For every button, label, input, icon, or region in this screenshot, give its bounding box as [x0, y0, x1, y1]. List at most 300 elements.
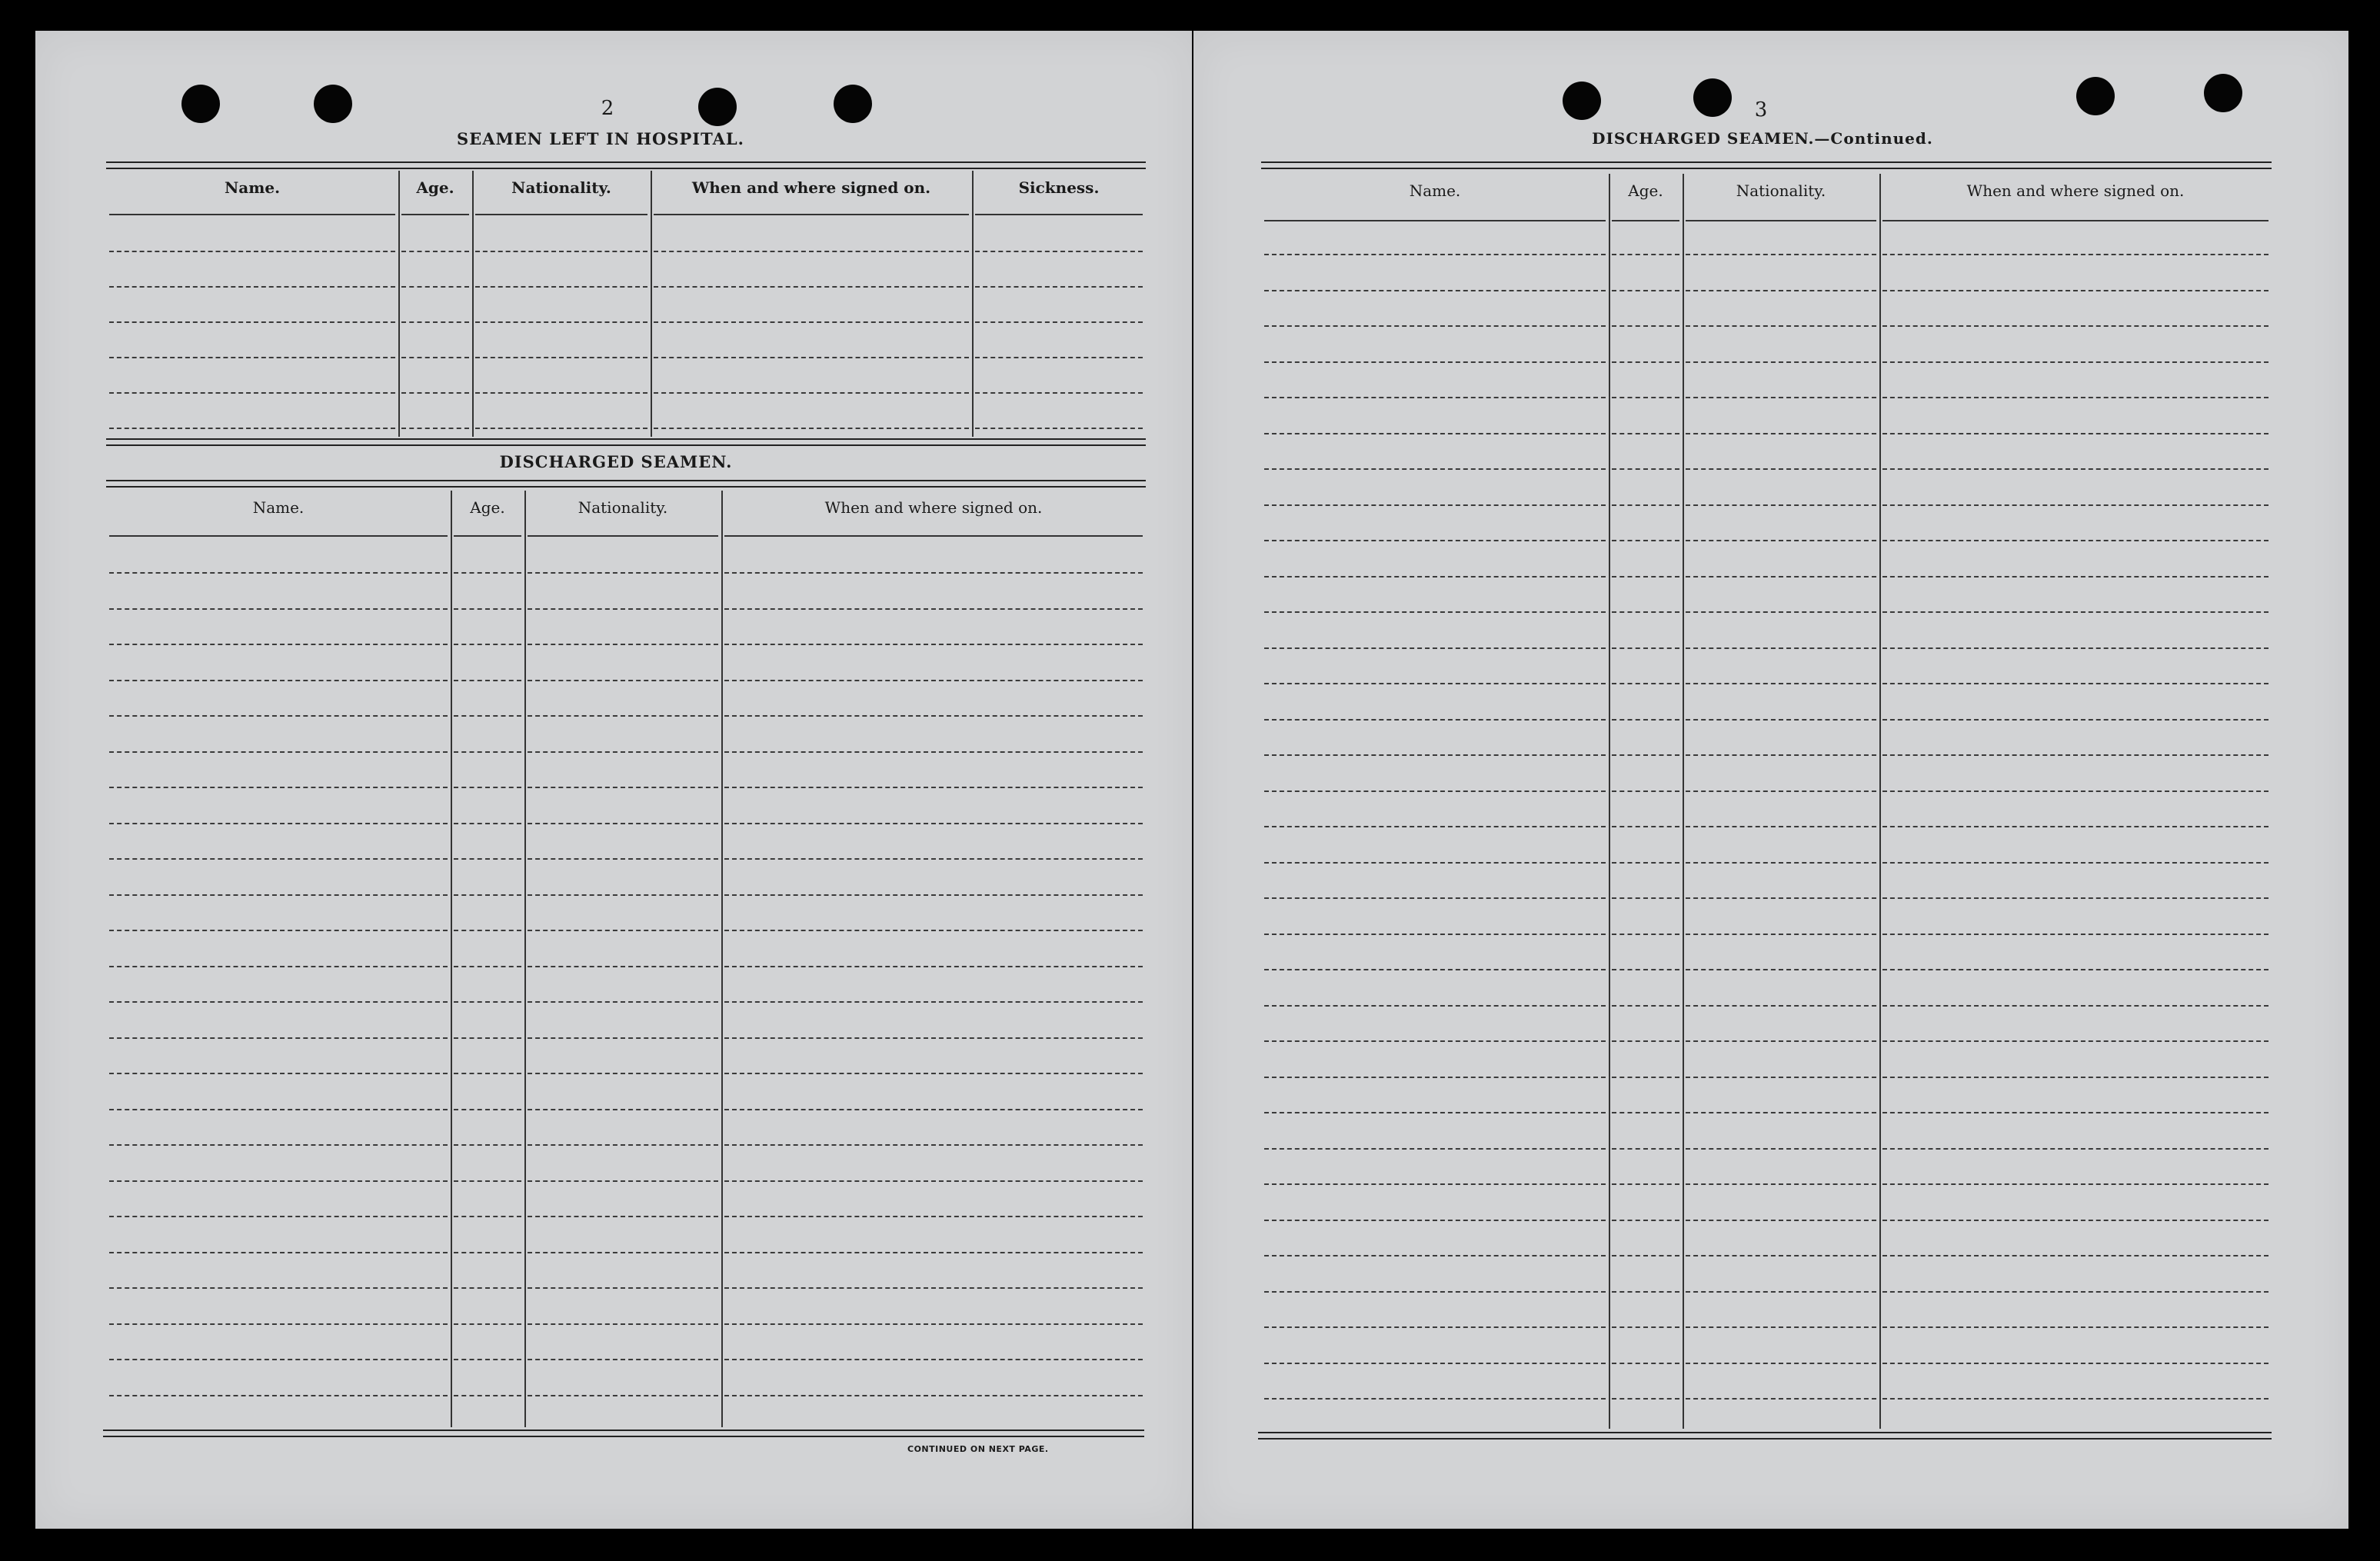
entry-line [1686, 1220, 1876, 1221]
entry-line [724, 644, 1143, 645]
column-divider [1879, 174, 1881, 1429]
entry-line [528, 1216, 718, 1217]
entry-line [454, 608, 521, 610]
binder-hole [698, 88, 737, 126]
discharged-table-bottom-rule [103, 1430, 1144, 1437]
left-page [35, 31, 1192, 1529]
entry-line [1612, 647, 1679, 649]
column-divider [972, 171, 974, 437]
entry-line [1882, 862, 2268, 864]
entry-line [528, 680, 718, 681]
entry-line [1686, 897, 1876, 899]
entry-line [654, 428, 969, 429]
entry-line [1264, 969, 1606, 970]
column-header: Sickness. [1018, 178, 1100, 197]
column-divider [472, 171, 474, 437]
entry-line [1882, 1398, 2268, 1400]
entry-line [475, 357, 647, 358]
entry-line [528, 1037, 718, 1039]
entry-line [1612, 826, 1679, 827]
entry-line [528, 966, 718, 967]
entry-line [109, 858, 448, 860]
entry-line [1686, 433, 1876, 434]
entry-line [109, 1359, 448, 1360]
entry-line [109, 1144, 448, 1146]
entry-line [1264, 1112, 1606, 1113]
entry-line [454, 930, 521, 931]
entry-line [528, 1180, 718, 1182]
entry-line [1882, 1183, 2268, 1185]
entry-line [528, 1359, 718, 1360]
entry-line [401, 357, 469, 358]
entry-line [1612, 790, 1679, 792]
entry-line [1686, 1183, 1876, 1185]
entry-line [475, 428, 647, 429]
column-header-underline [109, 214, 395, 215]
entry-line [724, 966, 1143, 967]
entry-line [1686, 1077, 1876, 1078]
entry-line [1882, 1220, 2268, 1221]
entry-line [1264, 862, 1606, 864]
entry-line [1612, 290, 1679, 291]
entry-line [109, 428, 395, 429]
entry-line [1264, 361, 1606, 363]
entry-line [109, 715, 448, 717]
entry-line [528, 1323, 718, 1325]
entry-line [724, 715, 1143, 717]
entry-line [724, 1144, 1143, 1146]
discharged-table-top-rule [106, 480, 1146, 488]
entry-line [724, 1037, 1143, 1039]
entry-line [1264, 254, 1606, 255]
entry-line [454, 1073, 521, 1074]
entry-line [1264, 1148, 1606, 1150]
entry-line [1612, 969, 1679, 970]
entry-line [1612, 611, 1679, 613]
entry-line [1882, 290, 2268, 291]
discharged-continued-title: DISCHARGED SEAMEN.—Continued. [1592, 129, 1933, 148]
column-divider [398, 171, 400, 437]
entry-line [975, 357, 1143, 358]
right-page [1193, 31, 2348, 1529]
entry-line [109, 392, 395, 394]
entry-line [109, 823, 448, 824]
entry-line [1882, 826, 2268, 827]
continued-note: CONTINUED ON NEXT PAGE. [907, 1444, 1049, 1454]
entry-line [1264, 826, 1606, 827]
entry-line [454, 858, 521, 860]
entry-line [528, 1001, 718, 1003]
entry-line [1882, 433, 2268, 434]
entry-line [1882, 468, 2268, 470]
column-header-underline [109, 535, 448, 537]
entry-line [1612, 397, 1679, 398]
page-number: 2 [601, 97, 614, 120]
column-header: Age. [1628, 181, 1663, 200]
entry-line [975, 392, 1143, 394]
entry-line [1264, 719, 1606, 721]
entry-line [401, 286, 469, 288]
entry-line [1612, 719, 1679, 721]
entry-line [975, 251, 1143, 252]
binder-hole [834, 85, 872, 123]
entry-line [724, 1216, 1143, 1217]
entry-line [109, 1037, 448, 1039]
entry-line [1686, 576, 1876, 577]
discharged-section-title: DISCHARGED SEAMEN. [499, 452, 733, 471]
entry-line [1882, 934, 2268, 935]
entry-line [401, 428, 469, 429]
entry-line [724, 858, 1143, 860]
column-header: Nationality. [578, 498, 668, 517]
entry-line [724, 1180, 1143, 1182]
entry-line [1882, 1326, 2268, 1328]
column-header-underline [1264, 220, 1606, 221]
entry-line [1264, 1040, 1606, 1042]
entry-line [724, 1359, 1143, 1360]
column-header: Nationality. [1736, 181, 1826, 200]
entry-line [1686, 397, 1876, 398]
entry-line [1612, 1220, 1679, 1221]
entry-line [1686, 254, 1876, 255]
entry-line [724, 1287, 1143, 1289]
entry-line [1882, 897, 2268, 899]
entry-line [454, 966, 521, 967]
entry-line [528, 1395, 718, 1396]
entry-line [1686, 325, 1876, 327]
column-header-underline [1686, 220, 1876, 221]
entry-line [454, 680, 521, 681]
entry-line [1882, 576, 2268, 577]
entry-line [454, 644, 521, 645]
column-divider [721, 491, 723, 1427]
entry-line [401, 321, 469, 323]
entry-line [454, 1252, 521, 1253]
entry-line [1264, 1326, 1606, 1328]
column-divider [1609, 174, 1610, 1429]
column-header-underline [724, 535, 1143, 537]
entry-line [1882, 969, 2268, 970]
entry-line [454, 823, 521, 824]
entry-line [1612, 468, 1679, 470]
entry-line [1686, 934, 1876, 935]
entry-line [528, 644, 718, 645]
entry-line [1686, 647, 1876, 649]
entry-line [724, 1109, 1143, 1110]
entry-line [724, 894, 1143, 896]
entry-line [1686, 1363, 1876, 1364]
entry-line [109, 930, 448, 931]
entry-line [109, 572, 448, 574]
column-header-underline [475, 214, 647, 215]
entry-line [975, 321, 1143, 323]
entry-line [975, 286, 1143, 288]
entry-line [654, 321, 969, 323]
entry-line [1612, 540, 1679, 541]
entry-line [1264, 576, 1606, 577]
binder-hole [181, 85, 220, 123]
binder-hole [314, 85, 352, 123]
entry-line [1612, 1040, 1679, 1042]
entry-line [654, 286, 969, 288]
entry-line [654, 251, 969, 252]
entry-line [528, 787, 718, 788]
entry-line [109, 321, 395, 323]
column-header: Nationality. [511, 178, 611, 197]
entry-line [1612, 754, 1679, 756]
entry-line [1686, 969, 1876, 970]
entry-line [1264, 1183, 1606, 1185]
entry-line [528, 894, 718, 896]
column-header: Name. [252, 498, 305, 517]
entry-line [1882, 1148, 2268, 1150]
column-header: When and where signed on. [824, 498, 1043, 517]
entry-line [1612, 1326, 1679, 1328]
entry-line [1264, 504, 1606, 506]
entry-line [1686, 1112, 1876, 1113]
entry-line [109, 680, 448, 681]
entry-line [475, 251, 647, 252]
entry-line [454, 1001, 521, 1003]
entry-line [109, 1109, 448, 1110]
entry-line [1264, 1255, 1606, 1256]
entry-line [1882, 1255, 2268, 1256]
entry-line [1612, 862, 1679, 864]
entry-line [1612, 361, 1679, 363]
entry-line [454, 1359, 521, 1360]
entry-line [109, 1073, 448, 1074]
entry-line [1612, 1148, 1679, 1150]
entry-line [1882, 254, 2268, 255]
entry-line [109, 751, 448, 753]
entry-line [724, 572, 1143, 574]
entry-line [1612, 1363, 1679, 1364]
column-divider [524, 491, 526, 1427]
entry-line [724, 787, 1143, 788]
column-header-underline [654, 214, 969, 215]
entry-line [724, 608, 1143, 610]
page-number: 3 [1754, 98, 1768, 121]
entry-line [1264, 1363, 1606, 1364]
entry-line [1612, 683, 1679, 684]
entry-line [1686, 1255, 1876, 1256]
entry-line [528, 572, 718, 574]
entry-line [109, 1323, 448, 1325]
entry-line [1882, 1077, 2268, 1078]
entry-line [1686, 540, 1876, 541]
entry-line [1686, 1040, 1876, 1042]
entry-line [528, 1252, 718, 1253]
entry-line [724, 1001, 1143, 1003]
entry-line [1264, 934, 1606, 935]
entry-line [1686, 719, 1876, 721]
entry-line [1686, 1005, 1876, 1007]
entry-line [1264, 290, 1606, 291]
entry-line [1612, 1005, 1679, 1007]
column-header-underline [528, 535, 718, 537]
entry-line [724, 1323, 1143, 1325]
entry-line [528, 1287, 718, 1289]
entry-line [724, 1395, 1143, 1396]
entry-line [528, 1109, 718, 1110]
entry-line [1686, 361, 1876, 363]
entry-line [1882, 790, 2268, 792]
column-header: Age. [416, 178, 454, 197]
column-divider [451, 491, 452, 1427]
entry-line [1264, 540, 1606, 541]
entry-line [1686, 1291, 1876, 1293]
entry-line [109, 1395, 448, 1396]
entry-line [528, 608, 718, 610]
entry-line [1686, 1148, 1876, 1150]
entry-line [109, 966, 448, 967]
entry-line [1882, 1363, 2268, 1364]
entry-line [1686, 290, 1876, 291]
entry-line [1686, 1398, 1876, 1400]
entry-line [454, 751, 521, 753]
entry-line [109, 644, 448, 645]
hospital-section-title: SEAMEN LEFT IN HOSPITAL. [457, 129, 744, 148]
entry-line [724, 930, 1143, 931]
binder-hole [2204, 74, 2242, 112]
entry-line [1264, 754, 1606, 756]
entry-line [454, 1180, 521, 1182]
entry-line [109, 894, 448, 896]
column-divider [1683, 174, 1684, 1429]
hospital-table-bottom-rule [106, 438, 1146, 446]
entry-line [1612, 1077, 1679, 1078]
entry-line [1882, 611, 2268, 613]
column-header-underline [1612, 220, 1679, 221]
entry-line [1612, 433, 1679, 434]
entry-line [1264, 1398, 1606, 1400]
entry-line [1882, 719, 2268, 721]
entry-line [528, 715, 718, 717]
entry-line [1264, 1005, 1606, 1007]
column-header-underline [401, 214, 469, 215]
entry-line [1264, 468, 1606, 470]
entry-line [724, 823, 1143, 824]
entry-line [1686, 790, 1876, 792]
binder-hole [2076, 77, 2115, 115]
entry-line [528, 930, 718, 931]
entry-line [1686, 611, 1876, 613]
entry-line [454, 1216, 521, 1217]
entry-line [454, 715, 521, 717]
entry-line [109, 1180, 448, 1182]
entry-line [975, 428, 1143, 429]
entry-line [454, 787, 521, 788]
entry-line [109, 357, 395, 358]
continued-table-top-rule [1261, 161, 2272, 169]
entry-line [109, 1216, 448, 1217]
column-header-underline [454, 535, 521, 537]
entry-line [528, 1144, 718, 1146]
binder-hole [1563, 82, 1601, 120]
entry-line [1264, 647, 1606, 649]
entry-line [1882, 1112, 2268, 1113]
column-header: When and where signed on. [1966, 181, 2185, 200]
entry-line [1882, 504, 2268, 506]
entry-line [475, 392, 647, 394]
entry-line [724, 1252, 1143, 1253]
binder-hole [1693, 78, 1732, 117]
entry-line [454, 1323, 521, 1325]
entry-line [1882, 325, 2268, 327]
entry-line [454, 572, 521, 574]
entry-line [109, 787, 448, 788]
column-divider [651, 171, 652, 437]
entry-line [1612, 934, 1679, 935]
entry-line [109, 251, 395, 252]
entry-line [1612, 1183, 1679, 1185]
entry-line [724, 751, 1143, 753]
entry-line [1612, 254, 1679, 255]
entry-line [1686, 826, 1876, 827]
entry-line [1612, 1398, 1679, 1400]
entry-line [1882, 647, 2268, 649]
entry-line [109, 1287, 448, 1289]
entry-line [1882, 361, 2268, 363]
entry-line [1882, 1040, 2268, 1042]
entry-line [1264, 683, 1606, 684]
entry-line [1612, 1255, 1679, 1256]
column-header-underline [975, 214, 1143, 215]
entry-line [1686, 468, 1876, 470]
entry-line [454, 1144, 521, 1146]
entry-line [109, 1001, 448, 1003]
entry-line [724, 1073, 1143, 1074]
column-header: Name. [1409, 181, 1461, 200]
entry-line [528, 1073, 718, 1074]
entry-line [1612, 504, 1679, 506]
entry-line [654, 357, 969, 358]
column-header: Name. [224, 178, 281, 197]
entry-line [1686, 754, 1876, 756]
entry-line [1264, 325, 1606, 327]
entry-line [109, 286, 395, 288]
column-header: Age. [470, 498, 505, 517]
entry-line [454, 1395, 521, 1396]
entry-line [724, 680, 1143, 681]
entry-line [1612, 576, 1679, 577]
entry-line [1264, 1220, 1606, 1221]
entry-line [1264, 1077, 1606, 1078]
continued-table-bottom-rule [1258, 1432, 2272, 1440]
entry-line [654, 392, 969, 394]
entry-line [1264, 611, 1606, 613]
entry-line [1612, 325, 1679, 327]
entry-line [1264, 433, 1606, 434]
entry-line [1686, 683, 1876, 684]
entry-line [1882, 754, 2268, 756]
entry-line [1264, 790, 1606, 792]
entry-line [528, 751, 718, 753]
entry-line [401, 392, 469, 394]
column-header: When and where signed on. [691, 178, 931, 197]
entry-line [528, 823, 718, 824]
entry-line [1612, 1291, 1679, 1293]
entry-line [1264, 897, 1606, 899]
entry-line [454, 894, 521, 896]
hospital-table-top-rule [106, 161, 1146, 169]
entry-line [401, 251, 469, 252]
entry-line [1264, 1291, 1606, 1293]
entry-line [1882, 540, 2268, 541]
entry-line [454, 1287, 521, 1289]
entry-line [528, 858, 718, 860]
column-header-underline [1882, 220, 2268, 221]
